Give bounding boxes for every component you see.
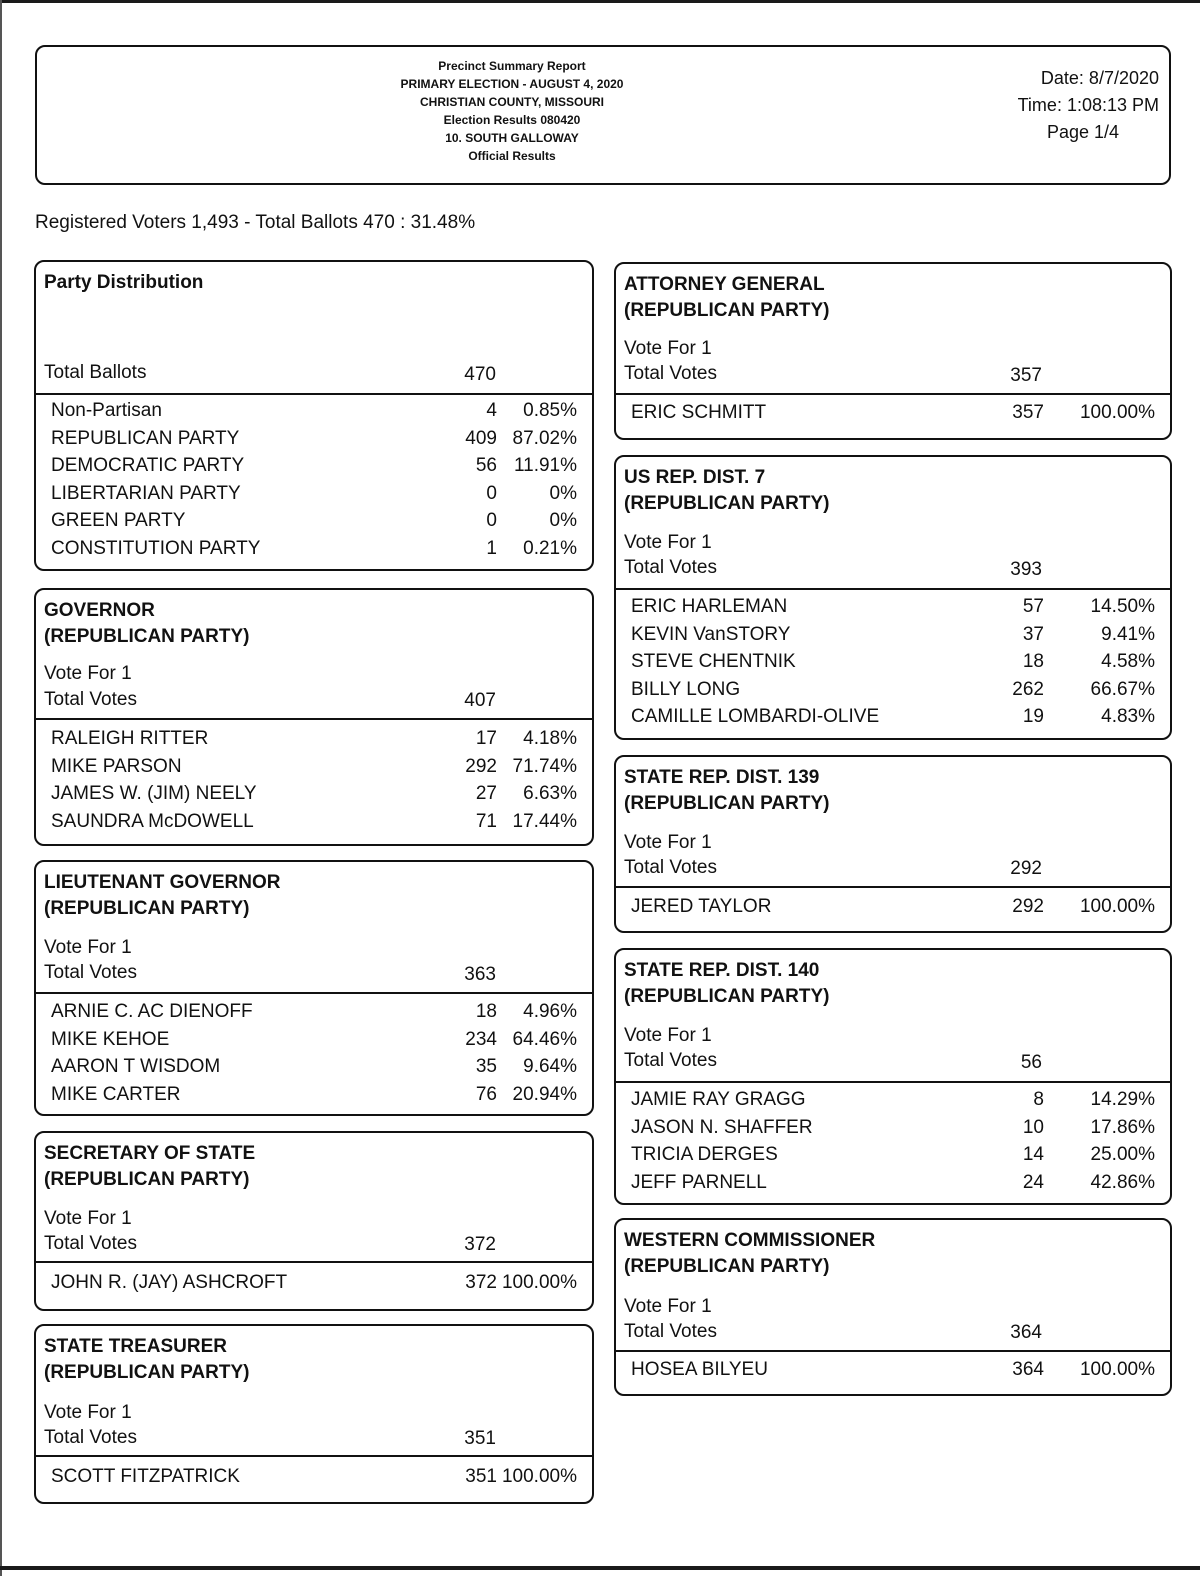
- vote-for-label: Vote For 1: [44, 1208, 132, 1229]
- vote-count: 17: [475, 728, 497, 749]
- total-votes-label: Total Votes: [624, 1321, 717, 1342]
- vote-for-label: Vote For 1: [44, 663, 132, 684]
- candidate-name: RALEIGH RITTER: [51, 728, 209, 749]
- vote-percent: 87.02%: [512, 427, 577, 449]
- report-time: Time: 1:08:13 PM: [1017, 95, 1159, 115]
- race-title: WESTERN COMMISSIONER: [624, 1230, 876, 1251]
- result-row: [51, 1272, 577, 1300]
- candidate-name: SAUNDRA McDOWELL: [51, 810, 254, 832]
- candidate-name: JAMIE RAY GRAGG: [631, 1089, 806, 1110]
- results-status: Official Results: [468, 149, 556, 163]
- vote-count: 0: [486, 510, 497, 531]
- vote-count: 14: [1022, 1144, 1044, 1165]
- total-votes-value: 393: [1010, 559, 1042, 580]
- vote-for-label: Vote For 1: [624, 1025, 712, 1046]
- total-votes-value: 357: [1010, 365, 1042, 386]
- divider: [36, 1261, 592, 1263]
- result-row: [51, 455, 577, 483]
- total-votes-value: 364: [1010, 1322, 1042, 1343]
- vote-count: 234: [465, 1028, 497, 1050]
- candidate-rows: [631, 402, 1155, 430]
- vote-percent: 17.44%: [512, 810, 577, 832]
- total-votes-value: 351: [464, 1428, 496, 1449]
- candidate-name: CONSTITUTION PARTY: [51, 537, 261, 559]
- result-row: [631, 1359, 1155, 1387]
- result-row: [631, 706, 1155, 734]
- party-distribution-box: [34, 260, 594, 571]
- result-row: [631, 1172, 1155, 1200]
- party-distribution-title: Party Distribution: [44, 272, 204, 293]
- vote-percent: 4.58%: [1101, 651, 1155, 672]
- vote-percent: 100.00%: [501, 1466, 577, 1487]
- result-row: [631, 1144, 1155, 1172]
- race-party: (REPUBLICAN PARTY): [44, 1362, 250, 1383]
- candidate-rows: [631, 596, 1155, 734]
- vote-percent: 4.18%: [523, 728, 577, 749]
- vote-percent: 14.29%: [1090, 1089, 1155, 1110]
- race-party: (REPUBLICAN PARTY): [624, 1256, 830, 1277]
- vote-count: 292: [465, 755, 497, 777]
- race-attorney-general: [614, 262, 1172, 440]
- vote-percent: 42.86%: [1090, 1171, 1155, 1193]
- result-row: [51, 1029, 577, 1057]
- total-votes-value: 292: [1010, 858, 1042, 879]
- race-party: (REPUBLICAN PARTY): [44, 626, 250, 647]
- vote-count: 10: [1022, 1116, 1044, 1138]
- vote-percent: 6.63%: [523, 783, 577, 804]
- scan-edge-bottom: [0, 1566, 1200, 1570]
- vote-percent: 66.67%: [1090, 678, 1155, 700]
- result-row: [631, 1089, 1155, 1117]
- vote-count: 372: [465, 1272, 497, 1293]
- total-votes-label: Total Votes: [624, 1050, 717, 1071]
- candidate-name: LIBERTARIAN PARTY: [51, 482, 241, 504]
- race-title: STATE TREASURER: [44, 1336, 227, 1357]
- vote-percent: 17.86%: [1090, 1116, 1155, 1138]
- total-votes-label: Total Votes: [624, 363, 717, 384]
- vote-for-label: Vote For 1: [624, 832, 712, 853]
- candidate-rows: [51, 1001, 577, 1111]
- candidate-name: JASON N. SHAFFER: [631, 1116, 813, 1138]
- vote-percent: 20.94%: [512, 1083, 577, 1105]
- vote-count: 262: [1012, 678, 1044, 700]
- candidate-name: DEMOCRATIC PARTY: [51, 455, 245, 476]
- race-state-rep-dist-139: [614, 755, 1172, 933]
- result-row: [51, 538, 577, 566]
- candidate-rows: [51, 1466, 577, 1494]
- divider: [36, 393, 592, 395]
- vote-percent: 64.46%: [512, 1028, 577, 1050]
- vote-count: 8: [1033, 1089, 1044, 1110]
- report-date: Date: 8/7/2020: [1040, 68, 1159, 88]
- result-row: [51, 483, 577, 511]
- vote-for-label: Vote For 1: [44, 937, 132, 958]
- vote-for-label: Vote For 1: [624, 338, 712, 359]
- total-votes-label: Total Votes: [44, 689, 137, 710]
- candidate-rows: [631, 1359, 1155, 1387]
- race-western-commissioner: [614, 1218, 1172, 1396]
- vote-percent: 100.00%: [1079, 402, 1155, 423]
- candidate-name: ERIC HARLEMAN: [631, 596, 788, 617]
- candidate-name: MIKE CARTER: [51, 1083, 181, 1105]
- total-votes-value: 363: [464, 964, 496, 985]
- report-header: [35, 45, 1171, 185]
- vote-for-label: Vote For 1: [44, 1402, 132, 1423]
- results-id: Election Results 080420: [443, 113, 581, 127]
- candidate-rows: [631, 1089, 1155, 1199]
- candidate-name: STEVE CHENTNIK: [631, 651, 796, 672]
- candidate-rows: [51, 1272, 577, 1300]
- vote-count: 4: [486, 400, 497, 421]
- race-title: LIEUTENANT GOVERNOR: [44, 872, 281, 893]
- vote-percent: 9.41%: [1101, 623, 1155, 645]
- result-row: [631, 596, 1155, 624]
- candidate-name: HOSEA BILYEU: [631, 1359, 768, 1380]
- candidate-name: GREEN PARTY: [51, 510, 186, 531]
- vote-count: 71: [475, 810, 497, 832]
- result-row: [631, 624, 1155, 652]
- race-secretary-of-state: [34, 1131, 594, 1311]
- race-party: (REPUBLICAN PARTY): [44, 898, 250, 919]
- divider: [616, 1350, 1170, 1352]
- candidate-name: Non-Partisan: [51, 400, 162, 421]
- vote-for-label: Vote For 1: [624, 1296, 712, 1317]
- vote-count: 35: [475, 1056, 497, 1077]
- page-number: Page 1/4: [1046, 122, 1119, 142]
- vote-count: 351: [465, 1466, 497, 1487]
- vote-count: 292: [1012, 896, 1044, 917]
- candidate-name: AARON T WISDOM: [51, 1056, 221, 1077]
- report-title: Precinct Summary Report: [438, 59, 586, 73]
- vote-count: 357: [1012, 402, 1044, 423]
- result-row: [51, 1084, 577, 1112]
- race-party: (REPUBLICAN PARTY): [624, 793, 830, 814]
- race-title: US REP. DIST. 7: [624, 467, 766, 488]
- result-row: [51, 510, 577, 538]
- total-votes-value: 372: [464, 1234, 496, 1255]
- vote-percent: 0.21%: [523, 537, 577, 559]
- result-row: [51, 1001, 577, 1029]
- vote-count: 27: [475, 783, 497, 804]
- vote-count: 0: [486, 482, 497, 504]
- race-party: (REPUBLICAN PARTY): [624, 493, 830, 514]
- candidate-name: ERIC SCHMITT: [631, 402, 767, 423]
- vote-count: 76: [475, 1083, 497, 1105]
- vote-percent: 0%: [549, 482, 577, 504]
- scan-edge-top: [0, 0, 1200, 3]
- vote-percent: 4.96%: [523, 1001, 577, 1022]
- vote-percent: 11.91%: [513, 455, 577, 476]
- total-votes-label: Total Votes: [624, 557, 717, 578]
- candidate-name: TRICIA DERGES: [631, 1144, 778, 1165]
- race-state-treasurer: [34, 1324, 594, 1504]
- divider: [616, 886, 1170, 888]
- race-governor: [34, 588, 594, 846]
- candidate-name: JEFF PARNELL: [631, 1171, 767, 1193]
- race-title: STATE REP. DIST. 139: [624, 767, 820, 788]
- candidate-name: REPUBLICAN PARTY: [51, 427, 240, 449]
- result-row: [51, 728, 577, 756]
- vote-percent: 100.00%: [1079, 1359, 1155, 1380]
- total-votes-value: 407: [464, 690, 496, 711]
- candidate-rows: [631, 896, 1155, 924]
- vote-percent: 100.00%: [1079, 896, 1155, 917]
- result-row: [51, 428, 577, 456]
- total-ballots-label: Total Ballots: [44, 362, 147, 383]
- vote-percent: 25.00%: [1090, 1144, 1155, 1165]
- race-party: (REPUBLICAN PARTY): [624, 986, 830, 1007]
- header-title-block: [37, 57, 987, 165]
- candidate-name: CAMILLE LOMBARDI-OLIVE: [631, 706, 880, 727]
- vote-count: 18: [1022, 651, 1044, 672]
- total-votes-label: Total Votes: [44, 962, 137, 983]
- total-votes-label: Total Votes: [44, 1427, 137, 1448]
- result-row: [51, 1466, 577, 1494]
- result-row: [51, 400, 577, 428]
- divider: [36, 1455, 592, 1457]
- divider: [616, 393, 1170, 395]
- turnout-summary: Registered Voters 1,493 - Total Ballots 470 : 31.48%: [35, 212, 476, 233]
- candidate-name: JAMES W. (JIM) NEELY: [51, 783, 257, 804]
- election-name: PRIMARY ELECTION - AUGUST 4, 2020: [400, 77, 624, 91]
- vote-percent: 9.64%: [523, 1056, 577, 1077]
- total-ballots-value: 470: [464, 364, 496, 385]
- divider: [36, 992, 592, 994]
- candidate-rows: [51, 728, 577, 838]
- race-title: GOVERNOR: [44, 600, 155, 621]
- result-row: [51, 783, 577, 811]
- divider: [616, 588, 1170, 590]
- vote-count: 18: [475, 1001, 497, 1022]
- result-row: [631, 1117, 1155, 1145]
- result-row: [51, 756, 577, 784]
- vote-count: 56: [475, 455, 497, 476]
- result-row: [631, 402, 1155, 430]
- vote-count: 19: [1022, 706, 1044, 727]
- result-row: [51, 811, 577, 839]
- candidate-name: MIKE PARSON: [51, 755, 182, 777]
- vote-percent: 14.50%: [1090, 596, 1155, 617]
- candidate-name: SCOTT FITZPATRICK: [51, 1466, 240, 1487]
- scan-edge-left: [0, 0, 2, 1576]
- result-row: [631, 679, 1155, 707]
- result-row: [631, 896, 1155, 924]
- vote-count: 24: [1022, 1171, 1044, 1193]
- divider: [616, 1081, 1170, 1083]
- vote-count: 1: [486, 537, 497, 559]
- vote-count: 364: [1012, 1359, 1044, 1380]
- race-party: (REPUBLICAN PARTY): [44, 1169, 250, 1190]
- total-votes-label: Total Votes: [624, 857, 717, 878]
- divider: [36, 718, 592, 720]
- candidate-name: JOHN R. (JAY) ASHCROFT: [51, 1272, 288, 1293]
- vote-percent: 100.00%: [501, 1272, 577, 1293]
- race-us-rep-dist-7: [614, 455, 1172, 740]
- vote-percent: 0.85%: [523, 400, 577, 421]
- result-row: [631, 651, 1155, 679]
- race-lieutenant-governor: [34, 860, 594, 1116]
- race-title: STATE REP. DIST. 140: [624, 960, 820, 981]
- vote-count: 57: [1022, 596, 1044, 617]
- race-title: ATTORNEY GENERAL: [624, 274, 825, 295]
- total-votes-value: 56: [1020, 1052, 1042, 1073]
- vote-count: 409: [465, 427, 497, 449]
- vote-count: 37: [1022, 623, 1044, 645]
- candidate-name: JERED TAYLOR: [631, 896, 772, 917]
- race-title: SECRETARY OF STATE: [44, 1143, 256, 1164]
- result-row: [51, 1056, 577, 1084]
- candidate-name: KEVIN VanSTORY: [631, 623, 791, 645]
- vote-for-label: Vote For 1: [624, 532, 712, 553]
- candidate-name: MIKE KEHOE: [51, 1028, 170, 1050]
- header-meta: [1018, 65, 1159, 146]
- county-name: CHRISTIAN COUNTY, MISSOURI: [419, 95, 604, 109]
- vote-percent: 4.83%: [1101, 706, 1155, 727]
- candidate-name: BILLY LONG: [631, 678, 741, 700]
- vote-percent: 71.74%: [512, 755, 577, 777]
- vote-percent: 0%: [549, 510, 577, 531]
- race-state-rep-dist-140: [614, 948, 1172, 1205]
- candidate-name: ARNIE C. AC DIENOFF: [51, 1001, 253, 1022]
- party-rows: [51, 400, 577, 565]
- race-party: (REPUBLICAN PARTY): [624, 300, 830, 321]
- total-votes-label: Total Votes: [44, 1233, 137, 1254]
- precinct-name: 10. SOUTH GALLOWAY: [445, 131, 579, 145]
